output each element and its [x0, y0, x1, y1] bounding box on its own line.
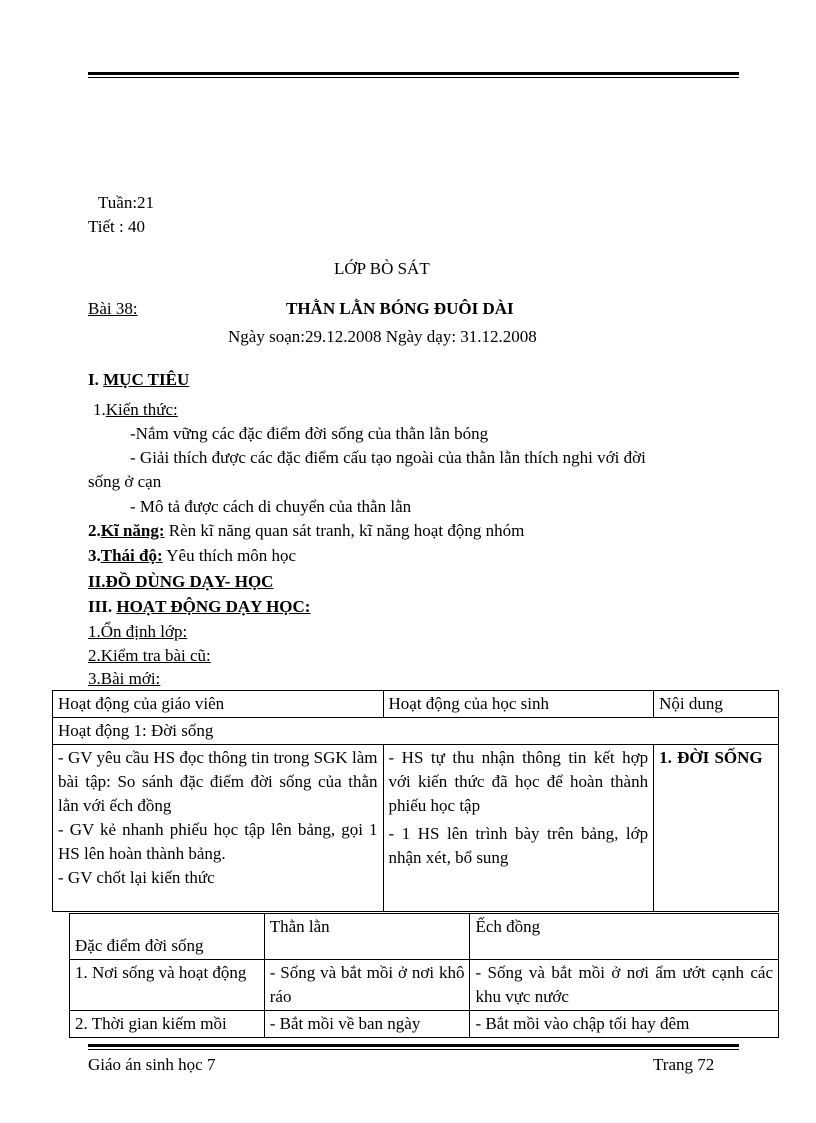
section-activities-num: III. — [88, 597, 117, 616]
knowledge-item-2: - Giải thích được các đặc điểm cấu tạo ngoài của thằn lằn thích nghi với đời — [130, 448, 646, 467]
comparison-table — [69, 913, 779, 1038]
lesson-dates: Ngày soạn:29.12.2008 Ngày dạy: 31.12.2008 — [228, 327, 537, 346]
teacher-step-3: - GV chốt lại kiến thức — [58, 868, 215, 887]
week-label: Tuần:21 — [98, 193, 155, 212]
student-step-1: - HS tự thu nhận thông tin kết hợp với kiến thức đã học để hoàn thành phiếu học tập — [388, 748, 649, 815]
teacher-activities — [53, 745, 384, 912]
section-materials: II.ĐỒ DÙNG DẠY- HỌC — [88, 572, 274, 591]
step-1: 1.Ổn định lớp: — [88, 622, 188, 641]
header-student: Hoạt động của học sinh — [383, 691, 654, 718]
student-step-2: - 1 HS lên trình bày trên bảng, lớp nhận xét, bổ sung — [388, 824, 649, 867]
teacher-step-1: - GV yêu cầu HS đọc thông tin trong SGK làm bài tập: So sánh đặc điểm đời sống của thằn lằn với ếch đồng — [58, 748, 378, 815]
row-2-feature: 2. Thời gian kiếm mồi — [70, 1011, 265, 1038]
footer-rule — [88, 1044, 739, 1047]
skills-num: 2. — [88, 521, 101, 540]
knowledge-heading — [93, 400, 178, 420]
row-2-lizard: - Bắt mồi về ban ngày — [264, 1011, 470, 1038]
activity-table — [52, 690, 779, 912]
header-frog: Ếch đồng — [470, 914, 779, 960]
table-header-row — [70, 914, 779, 960]
header-rule — [88, 72, 739, 75]
table-header-row — [53, 691, 779, 718]
row-1-frog: - Sống và bắt mồi ở nơi ẩm ướt cạnh các khu vực nước — [470, 960, 779, 1011]
attitude-title: Thái độ: — [100, 546, 163, 565]
knowledge-item-1: -Nắm vững các đặc điểm đời sống của thằn lằn bóng — [130, 424, 489, 443]
attitude-num: 3. — [88, 546, 101, 565]
content-heading: 1. ĐỜI SỐNG — [654, 745, 779, 912]
knowledge-item-2-cont: sống ở cạn — [88, 472, 162, 491]
skills-text: Rèn kĩ năng quan sát tranh, kĩ năng hoạt động nhóm — [164, 521, 525, 540]
period-label: Tiết : 40 — [88, 217, 146, 236]
step-3: 3.Bài mới: — [88, 669, 161, 688]
row-2-frog: - Bắt mồi vào chập tối hay đêm — [470, 1011, 779, 1038]
skills-line — [88, 521, 524, 541]
header-teacher: Hoạt động của giáo viên — [53, 691, 384, 718]
section-activities — [88, 597, 310, 617]
header-content: Nội dung — [654, 691, 779, 718]
activity-title: Hoạt động 1: Đời sống — [53, 718, 779, 745]
header-feature: Đặc điểm đời sống — [70, 914, 265, 960]
student-activities — [383, 745, 654, 912]
step-2: 2.Kiểm tra bài cũ: — [88, 646, 211, 665]
footer-left: Giáo án sinh học 7 — [88, 1055, 216, 1074]
skills-title: Kĩ năng: — [100, 521, 165, 540]
header-rule-thin — [88, 77, 739, 78]
footer-page: Trang 72 — [653, 1055, 715, 1074]
row-1-lizard: - Sống và bắt mồi ở nơi khô ráo — [264, 960, 470, 1011]
attitude-line — [88, 546, 296, 566]
lesson-number: Bài 38: — [88, 299, 138, 318]
section-objectives-title: MỤC TIÊU — [103, 370, 190, 389]
header-lizard: Thằn lằn — [264, 914, 470, 960]
attitude-text: Yêu thích môn học — [162, 546, 297, 565]
teacher-step-2: - GV kẻ nhanh phiếu học tập lên bảng, gọi 1 HS lên hoàn thành bảng. — [58, 820, 378, 863]
footer-rule-thin — [88, 1049, 739, 1050]
table-row — [53, 745, 779, 912]
class-title: LỚP BÒ SÁT — [334, 259, 430, 278]
knowledge-title: Kiến thức: — [105, 400, 178, 419]
table-row — [53, 718, 779, 745]
section-activities-title: HOẠT ĐỘNG DẠY HỌC: — [116, 597, 311, 616]
row-1-feature: 1. Nơi sống và hoạt động — [70, 960, 265, 1011]
knowledge-item-3: - Mô tả được cách di chuyển của thằn lằn — [130, 497, 412, 516]
lesson-title: THẰN LẰN BÓNG ĐUÔI DÀI — [286, 299, 514, 318]
section-objectives — [88, 370, 189, 390]
section-objectives-num: I. — [88, 370, 104, 389]
table-row — [70, 960, 779, 1011]
knowledge-num: 1. — [93, 400, 106, 419]
table-row — [70, 1011, 779, 1038]
